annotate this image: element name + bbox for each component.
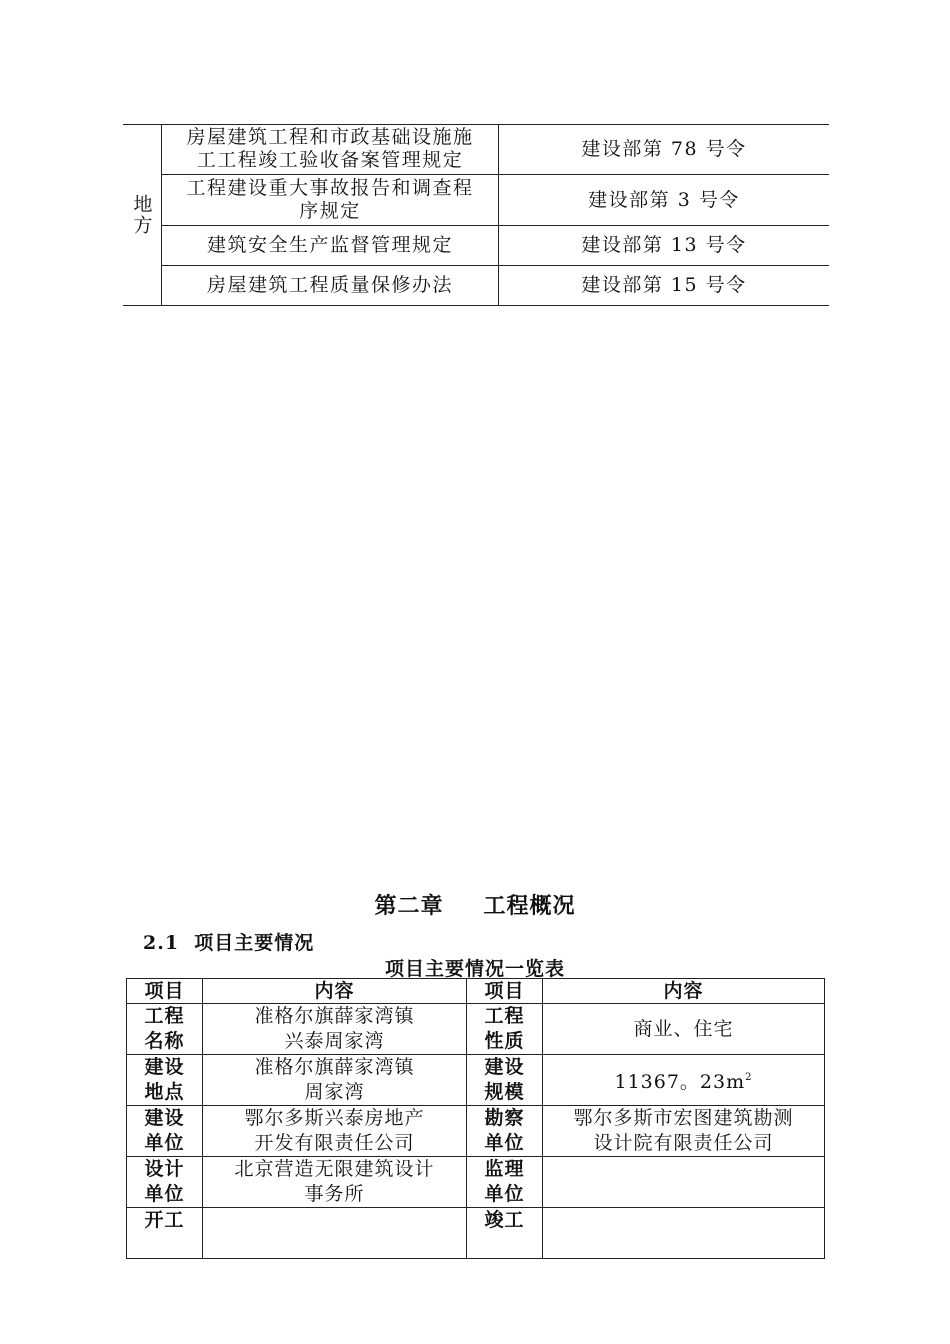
regulation-name-line: 房屋建筑工程和市政基础设施施: [186, 126, 474, 148]
column-header: 项目: [127, 979, 203, 1004]
field-value: [543, 1208, 825, 1259]
field-label: [127, 1106, 203, 1157]
field-label-line: 名称: [144, 1030, 185, 1052]
regulation-name: 房屋建筑工程质量保修办法: [206, 274, 453, 296]
regulations-table: [123, 124, 829, 306]
chapter-heading: [0, 889, 950, 920]
field-label: [127, 1055, 203, 1106]
field-label: [467, 1004, 543, 1055]
field-label: [127, 1004, 203, 1055]
chapter-number: 第二章: [374, 893, 444, 919]
table-border-bottom: [123, 305, 829, 306]
field-value: [203, 1208, 467, 1259]
column-header: 项目: [467, 979, 543, 1004]
field-label-line: 工程: [144, 1005, 185, 1027]
regulation-name: 建筑安全生产监督管理规定: [206, 234, 453, 256]
field-label-line: 建设: [144, 1107, 185, 1129]
field-value: [203, 1055, 467, 1106]
column-header: 内容: [543, 979, 825, 1004]
regulation-name-line: 工程建设重大事故报告和调查程: [186, 177, 474, 199]
field-value-line: 北京营造无限建筑设计: [234, 1158, 435, 1180]
field-label: [467, 1157, 543, 1208]
field-value-line: 兴泰周家湾: [284, 1030, 385, 1052]
field-value-line: 鄂尔多斯市宏图建筑勘测: [573, 1107, 794, 1129]
field-value: [543, 1055, 825, 1106]
table-row: [127, 1055, 825, 1106]
field-label: [127, 1157, 203, 1208]
field-label-line: 地点: [144, 1081, 185, 1103]
field-value: [543, 1157, 825, 1208]
regulation-issuer: 建设部第 3 号令: [588, 188, 740, 211]
regulation-name: [162, 175, 498, 225]
field-value: [203, 1157, 467, 1208]
field-label-line: 单位: [144, 1183, 185, 1205]
regulation-name-line: 序规定: [299, 200, 361, 222]
field-value-line: 鄂尔多斯兴泰房地产: [244, 1107, 425, 1129]
unit-superscript: 2: [745, 1072, 753, 1083]
field-label-line: 规模: [484, 1081, 525, 1103]
field-value-line: 周家湾: [304, 1081, 365, 1103]
field-value-line: 开发有限责任公司: [254, 1132, 415, 1154]
field-label-line: 建设: [144, 1056, 185, 1078]
field-value-line: 准格尔旗薛家湾镇: [254, 1056, 415, 1078]
table-row: [127, 1004, 825, 1055]
field-label: 开工: [127, 1208, 203, 1259]
field-value-line: 设计院有限责任公司: [593, 1132, 774, 1154]
field-label: [467, 1106, 543, 1157]
field-label-line: 单位: [484, 1132, 525, 1154]
regulation-name: [162, 124, 498, 174]
regulation-name-line: 工工程竣工验收备案管理规定: [196, 149, 464, 171]
field-value-line: 事务所: [304, 1183, 365, 1205]
table-caption: 项目主要情况一览表: [384, 958, 565, 980]
regulation-issuer: 建设部第 13 号令: [581, 234, 747, 256]
regulation-issuer: 建设部第 15 号令: [581, 274, 747, 296]
field-label-line: 建设: [484, 1056, 525, 1078]
field-label-line: 监理: [484, 1158, 525, 1180]
field-label-line: 单位: [144, 1132, 185, 1154]
column-header: 内容: [203, 979, 467, 1004]
field-value: [203, 1106, 467, 1157]
regulation-issuer: 建设部第 78 号令: [581, 137, 747, 160]
field-label-line: 勘察: [484, 1107, 525, 1129]
field-value: [543, 1106, 825, 1157]
field-label-line: 设计: [144, 1158, 185, 1180]
field-value-line: 准格尔旗薛家湾镇: [254, 1005, 415, 1027]
field-label: [467, 1055, 543, 1106]
field-label-line: 工程: [484, 1005, 525, 1027]
table-row: [127, 1106, 825, 1157]
table-header-row: [127, 979, 825, 1004]
field-label-line: 性质: [484, 1030, 525, 1052]
table-row: [127, 1208, 825, 1259]
field-label-line: 单位: [484, 1183, 525, 1205]
project-info-table: [126, 978, 825, 1259]
field-value: [203, 1004, 467, 1055]
field-label: 竣工: [467, 1208, 543, 1259]
section-heading: 2.1 项目主要情况: [143, 932, 315, 954]
table-row: [127, 1157, 825, 1208]
field-value: 商业、住宅: [543, 1004, 825, 1055]
building-area: 11367。23m: [614, 1071, 746, 1093]
chapter-title: 工程概况: [483, 893, 576, 919]
region-label: 地方: [130, 194, 153, 236]
